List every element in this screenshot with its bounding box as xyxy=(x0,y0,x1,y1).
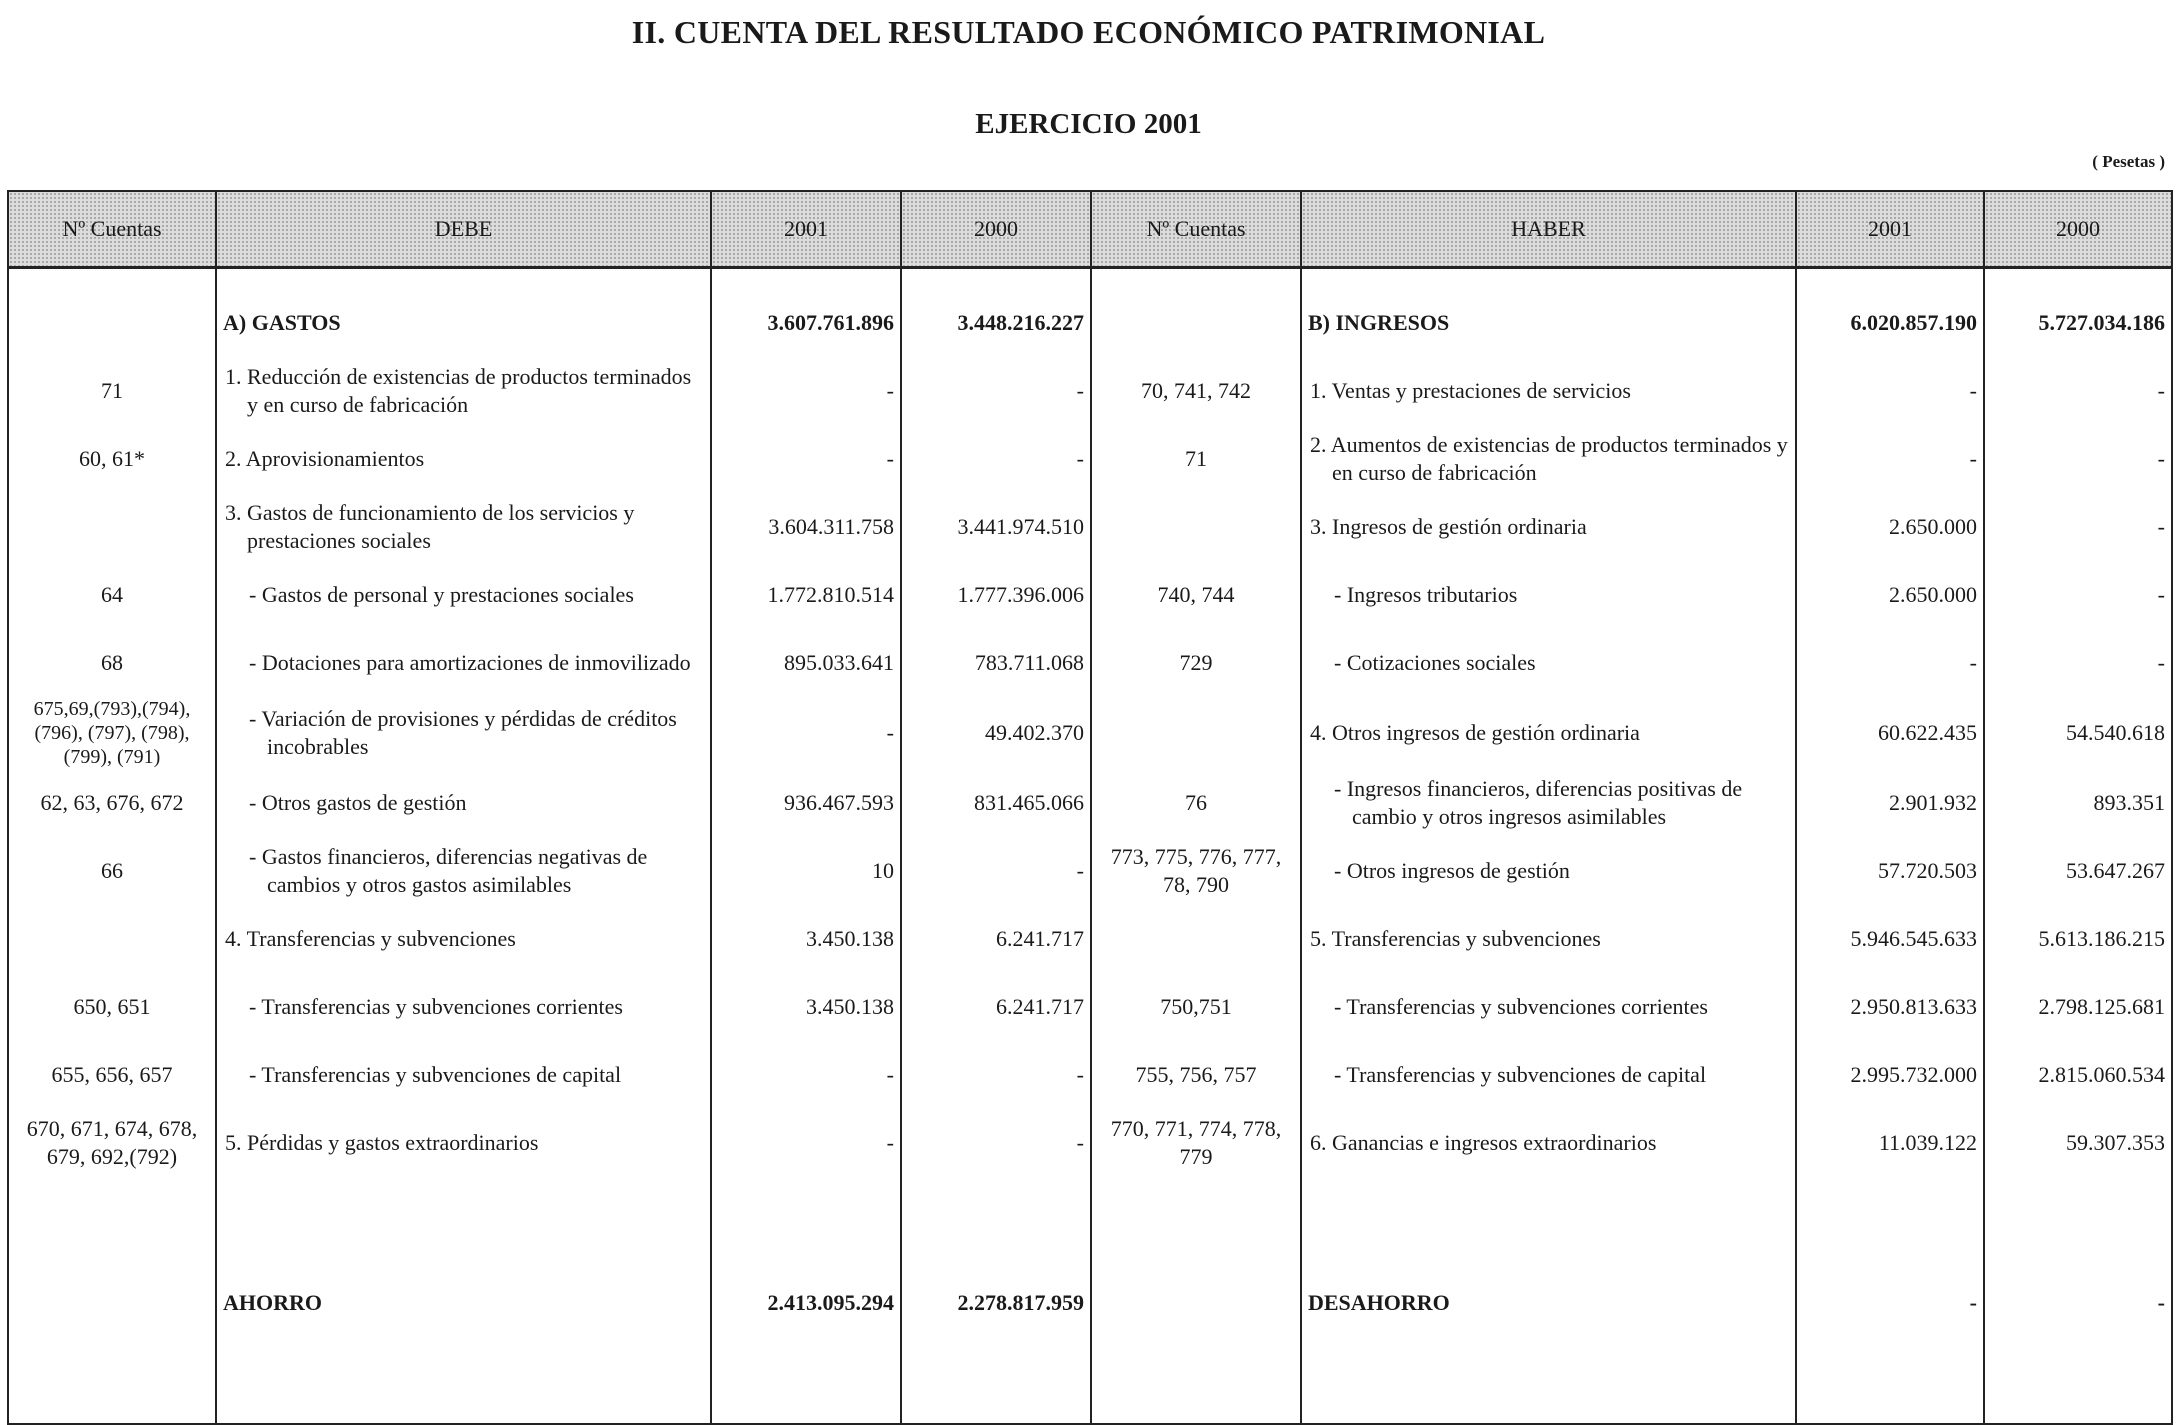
haber-label: - Otros ingresos de gestión xyxy=(1301,837,1796,905)
haber-2000-value: 2.798.125.681 xyxy=(1984,973,2172,1041)
haber-2000-value: 893.351 xyxy=(1984,769,2172,837)
debe-2000-value: - xyxy=(901,425,1091,493)
debe-2000-value: 3.441.974.510 xyxy=(901,493,1091,561)
debe-2001-value: 936.467.593 xyxy=(711,769,901,837)
haber-label: 6. Ganancias e ingresos extraordinarios xyxy=(1301,1109,1796,1177)
table-row xyxy=(8,769,2172,837)
debe-2001-value: 3.450.138 xyxy=(711,973,901,1041)
haber-label: - Ingresos financieros, diferencias positivas de cambio y otros ingresos asimilables xyxy=(1301,769,1796,837)
table-row xyxy=(8,493,2172,561)
account-codes-debe: 655, 656, 657 xyxy=(8,1041,216,1109)
haber-label: - Transferencias y subvenciones corrientes xyxy=(1301,973,1796,1041)
debe-label: - Variación de provisiones y pérdidas de créditos incobrables xyxy=(216,697,711,769)
debe-2001-value: - xyxy=(711,357,901,425)
table-row xyxy=(8,425,2172,493)
haber-2000-value: 54.540.618 xyxy=(1984,697,2172,769)
debe-2000-value: 783.711.068 xyxy=(901,629,1091,697)
desahorro-label: DESAHORRO xyxy=(1301,1177,1796,1323)
haber-2001-value: - xyxy=(1796,357,1984,425)
haber-2001-value: 11.039.122 xyxy=(1796,1109,1984,1177)
haber-2001-value: 2.995.732.000 xyxy=(1796,1041,1984,1109)
debe-2000-value: 6.241.717 xyxy=(901,905,1091,973)
account-codes-haber: 729 xyxy=(1091,629,1301,697)
table-row xyxy=(8,1041,2172,1109)
debe-2000-value: 6.241.717 xyxy=(901,973,1091,1041)
haber-2000-value: - xyxy=(1984,561,2172,629)
haber-label: - Transferencias y subvenciones de capital xyxy=(1301,1041,1796,1109)
account-codes-haber xyxy=(1091,1177,1301,1323)
table-row xyxy=(8,1109,2172,1177)
debe-2000-value: - xyxy=(901,1109,1091,1177)
account-codes-haber: 755, 756, 757 xyxy=(1091,1041,1301,1109)
account-codes-debe: 62, 63, 676, 672 xyxy=(8,769,216,837)
haber-2001-value: 57.720.503 xyxy=(1796,837,1984,905)
debe-2000-value: - xyxy=(901,1041,1091,1109)
haber-2001-value: - xyxy=(1796,629,1984,697)
debe-label: 5. Pérdidas y gastos extraordinarios xyxy=(216,1109,711,1177)
desahorro-2001-value: - xyxy=(1796,1177,1984,1323)
desahorro-2000-value: - xyxy=(1984,1177,2172,1323)
account-codes-debe xyxy=(8,1177,216,1323)
haber-2001-value: 6.020.857.190 xyxy=(1796,289,1984,357)
ahorro-2000-value: 2.278.817.959 xyxy=(901,1177,1091,1323)
col-header-haber: HABER xyxy=(1301,191,1796,268)
table-row xyxy=(8,697,2172,769)
col-header-cuentas-haber: Nº Cuentas xyxy=(1091,191,1301,268)
debe-2000-value: - xyxy=(901,357,1091,425)
debe-label: 2. Aprovisionamientos xyxy=(216,425,711,493)
spacer-row xyxy=(8,1323,2172,1424)
debe-label: - Gastos financieros, diferencias negativas de cambios y otros gastos asimilables xyxy=(216,837,711,905)
haber-2000-value: - xyxy=(1984,357,2172,425)
currency-unit-label: ( Pesetas ) xyxy=(2092,152,2165,171)
income-statement-table xyxy=(7,190,2173,1425)
debe-2000-value: 3.448.216.227 xyxy=(901,289,1091,357)
table-row xyxy=(8,973,2172,1041)
debe-2000-value: 831.465.066 xyxy=(901,769,1091,837)
haber-2000-value: 2.815.060.534 xyxy=(1984,1041,2172,1109)
ahorro-label: AHORRO xyxy=(216,1177,711,1323)
col-header-2001-debe: 2001 xyxy=(711,191,901,268)
col-header-2000-haber: 2000 xyxy=(1984,191,2172,268)
haber-2000-value: - xyxy=(1984,629,2172,697)
debe-label: 1. Reducción de existencias de productos terminados y en curso de fabricación xyxy=(216,357,711,425)
account-codes-debe: 68 xyxy=(8,629,216,697)
debe-2001-value: - xyxy=(711,697,901,769)
account-codes-debe xyxy=(8,493,216,561)
account-codes-debe xyxy=(8,289,216,357)
debe-2001-value: 1.772.810.514 xyxy=(711,561,901,629)
table-row xyxy=(8,561,2172,629)
haber-2000-value: 53.647.267 xyxy=(1984,837,2172,905)
table-header-row xyxy=(8,191,2172,268)
debe-2001-value: 10 xyxy=(711,837,901,905)
account-codes-debe: 650, 651 xyxy=(8,973,216,1041)
ahorro-2001-value: 2.413.095.294 xyxy=(711,1177,901,1323)
fiscal-year-subtitle: EJERCICIO 2001 xyxy=(975,108,1202,140)
account-codes-haber xyxy=(1091,493,1301,561)
debe-label: - Transferencias y subvenciones de capital xyxy=(216,1041,711,1109)
haber-2001-value: 60.622.435 xyxy=(1796,697,1984,769)
haber-2000-value: - xyxy=(1984,493,2172,561)
debe-2000-value: 1.777.396.006 xyxy=(901,561,1091,629)
col-header-2001-haber: 2001 xyxy=(1796,191,1984,268)
haber-2001-value: 2.650.000 xyxy=(1796,561,1984,629)
haber-label: 5. Transferencias y subvenciones xyxy=(1301,905,1796,973)
account-codes-haber: 773, 775, 776, 777, 78, 790 xyxy=(1091,837,1301,905)
col-header-cuentas-debe: Nº Cuentas xyxy=(8,191,216,268)
account-codes-debe: 64 xyxy=(8,561,216,629)
debe-label: 3. Gastos de funcionamiento de los servicios y prestaciones sociales xyxy=(216,493,711,561)
account-codes-haber: 750,751 xyxy=(1091,973,1301,1041)
debe-label: - Gastos de personal y prestaciones sociales xyxy=(216,561,711,629)
account-codes-haber: 76 xyxy=(1091,769,1301,837)
account-codes-debe: 675,69,(793),(794), (796), (797), (798), (799), (791) xyxy=(8,697,216,769)
account-codes-haber xyxy=(1091,289,1301,357)
haber-2000-value: - xyxy=(1984,425,2172,493)
debe-label: A) GASTOS xyxy=(216,289,711,357)
account-codes-haber: 740, 744 xyxy=(1091,561,1301,629)
debe-2001-value: - xyxy=(711,425,901,493)
debe-2001-value: - xyxy=(711,1109,901,1177)
debe-2000-value: 49.402.370 xyxy=(901,697,1091,769)
haber-2001-value: 5.946.545.633 xyxy=(1796,905,1984,973)
haber-label: - Ingresos tributarios xyxy=(1301,561,1796,629)
debe-label: - Dotaciones para amortizaciones de inmovilizado xyxy=(216,629,711,697)
account-codes-debe: 670, 671, 674, 678, 679, 692,(792) xyxy=(8,1109,216,1177)
debe-2000-value: - xyxy=(901,837,1091,905)
spacer-row xyxy=(8,268,2172,290)
haber-2000-value: 5.727.034.186 xyxy=(1984,289,2172,357)
haber-label: 4. Otros ingresos de gestión ordinaria xyxy=(1301,697,1796,769)
debe-2001-value: 3.450.138 xyxy=(711,905,901,973)
debe-2001-value: 3.607.761.896 xyxy=(711,289,901,357)
haber-2001-value: 2.950.813.633 xyxy=(1796,973,1984,1041)
account-codes-haber: 71 xyxy=(1091,425,1301,493)
haber-2001-value: 2.901.932 xyxy=(1796,769,1984,837)
account-codes-debe xyxy=(8,905,216,973)
table-row xyxy=(8,837,2172,905)
table-row-gastos-ingresos xyxy=(8,289,2172,357)
account-codes-haber xyxy=(1091,697,1301,769)
account-codes-haber: 70, 741, 742 xyxy=(1091,357,1301,425)
page-title: II. CUENTA DEL RESULTADO ECONÓMICO PATRIMONIAL xyxy=(631,14,1546,50)
account-codes-haber: 770, 771, 774, 778, 779 xyxy=(1091,1109,1301,1177)
col-header-debe: DEBE xyxy=(216,191,711,268)
debe-label: 4. Transferencias y subvenciones xyxy=(216,905,711,973)
haber-label: 3. Ingresos de gestión ordinaria xyxy=(1301,493,1796,561)
account-codes-haber xyxy=(1091,905,1301,973)
account-codes-debe: 60, 61* xyxy=(8,425,216,493)
table-row xyxy=(8,357,2172,425)
table-row-ahorro-desahorro xyxy=(8,1177,2172,1323)
haber-2000-value: 59.307.353 xyxy=(1984,1109,2172,1177)
debe-2001-value: 895.033.641 xyxy=(711,629,901,697)
haber-label: - Cotizaciones sociales xyxy=(1301,629,1796,697)
haber-label: B) INGRESOS xyxy=(1301,289,1796,357)
haber-2001-value: 2.650.000 xyxy=(1796,493,1984,561)
haber-2001-value: - xyxy=(1796,425,1984,493)
debe-2001-value: - xyxy=(711,1041,901,1109)
account-codes-debe: 66 xyxy=(8,837,216,905)
debe-label: - Transferencias y subvenciones corrientes xyxy=(216,973,711,1041)
haber-2000-value: 5.613.186.215 xyxy=(1984,905,2172,973)
account-codes-debe: 71 xyxy=(8,357,216,425)
debe-2001-value: 3.604.311.758 xyxy=(711,493,901,561)
haber-label: 1. Ventas y prestaciones de servicios xyxy=(1301,357,1796,425)
table-row xyxy=(8,629,2172,697)
debe-label: - Otros gastos de gestión xyxy=(216,769,711,837)
col-header-2000-debe: 2000 xyxy=(901,191,1091,268)
haber-label: 2. Aumentos de existencias de productos terminados y en curso de fabricación xyxy=(1301,425,1796,493)
table-row xyxy=(8,905,2172,973)
